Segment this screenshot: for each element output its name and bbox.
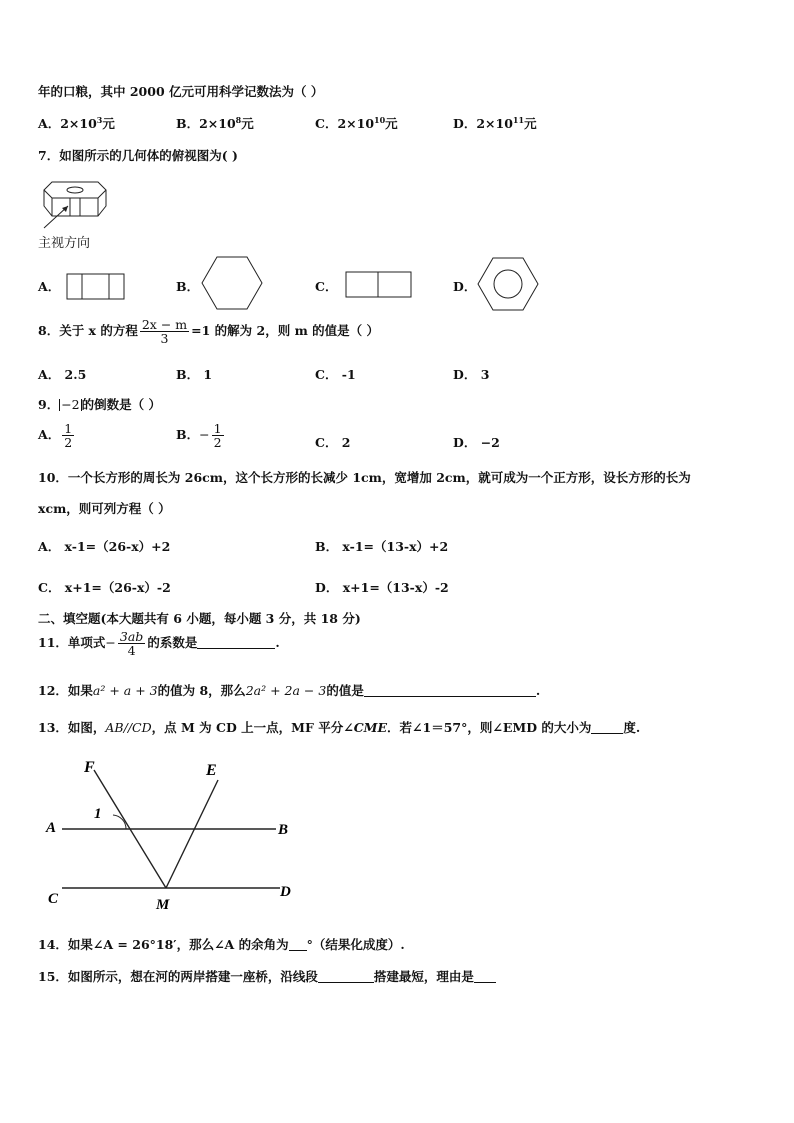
angle-1-arc [113, 815, 126, 829]
q6-option-d: D．$2\times 10^{11}$元 [453, 115, 537, 131]
q10-stem-line1: 10．一个长方形的周长为 26cm，这个长方形的长减少 1cm，宽增加 2cm，就可成为一个正方形，设长方形的长为 [38, 470, 691, 485]
q10-option-b: B． x-1=（13-x）+2 [315, 539, 449, 554]
hex-nut-figure [38, 178, 118, 233]
q12-answer-blank[interactable] [364, 684, 536, 697]
option-d-hexagon-circle [476, 256, 540, 312]
label-c: C [48, 891, 59, 907]
q8-option-b: B． 1 [176, 367, 213, 382]
label-m: M [156, 897, 170, 912]
q10-option-c: C． x+1=（26-x）-2 [38, 580, 171, 595]
q8-option-a: A． 2.5 [38, 367, 87, 382]
option-c-figure [345, 271, 413, 299]
q7-option-b-label: B． [176, 279, 200, 294]
q15-stem: 15．如图所示，想在河的两岸搭建一座桥，沿线段 搭建最短，理由是 [38, 967, 496, 985]
section-2-heading: 二、填空题(本大题共有 6 小题，每小题 3 分，共 18 分) [38, 611, 361, 626]
q10-option-a: A． x-1=（26-x）+2 [38, 539, 171, 554]
q13-answer-blank[interactable] [591, 721, 623, 734]
option-b-hexagon [200, 255, 264, 311]
q9-option-c: C． 2 [315, 435, 351, 450]
q13-parallel-lines-figure [40, 752, 310, 912]
q15-segment-blank[interactable] [318, 970, 374, 983]
q6-option-c: C．$2\times 10^{10}$元 [315, 115, 398, 131]
ray-me [166, 780, 218, 888]
label-d: D [280, 884, 291, 900]
view-direction-label: 主视方向 [38, 236, 91, 251]
q8-stem: 8．关于 x 的方程 $\frac{2x - m}{3}$ =1 的解为 2，则 m 的值是（ ） [38, 317, 379, 347]
q7-stem: 7．如图所示的几何体的俯视图为( ) [38, 148, 238, 163]
q11-stem: 11．单项式− $\frac{3ab}{4}$ 的系数是 . [38, 629, 280, 659]
q10-option-d: D． x+1=（13-x）-2 [315, 580, 449, 595]
q7-option-a-label: A． [38, 279, 61, 294]
label-angle-1: 1 [94, 806, 102, 822]
q9-stem: 9． −2 的倒数是（ ） [38, 397, 161, 412]
q8-option-c: C． -1 [315, 367, 356, 382]
q12-stem: 12．如果a² + a + 3的值为 8，那么2a² + 2a − 3的值是 . [38, 683, 541, 698]
q7-option-d-label: D． [453, 279, 477, 294]
q10-stem-line2: xcm，则可列方程（ ） [38, 501, 171, 516]
label-e: E [206, 762, 217, 779]
label-b: B [278, 822, 289, 838]
q8-option-d: D． 3 [453, 367, 490, 382]
q7-option-c-label: C． [315, 279, 338, 294]
q9-option-a: A． $\frac{1}{2}$ [38, 421, 73, 451]
q14-stem: 14．如果∠A = 26°18′，那么∠A 的余角为 °（结果化成度）. [38, 937, 405, 952]
q6-option-b: B．$2\times 10^8$元 [176, 115, 254, 131]
q15-reason-blank[interactable] [474, 970, 496, 983]
label-a: A [46, 820, 57, 836]
q6-option-a: A．$2\times 10^3$元 [38, 115, 115, 131]
option-a-figure [66, 273, 126, 301]
q11-answer-blank[interactable] [197, 636, 275, 649]
q14-answer-blank[interactable] [289, 938, 307, 951]
q13-stem: 13．如图，AB//CD，点 M 为 CD 上一点，MF 平分∠CME．若∠1＝57°，则∠EMD 的大小为 度. [38, 720, 641, 735]
label-f: F [84, 759, 95, 776]
q9-option-b: B．− $\frac{1}{2}$ [176, 421, 222, 451]
q9-option-d: D． −2 [453, 435, 500, 450]
q6-stem: 年的口粮，其中 2000 亿元可用科学记数法为（ ） [38, 84, 324, 99]
